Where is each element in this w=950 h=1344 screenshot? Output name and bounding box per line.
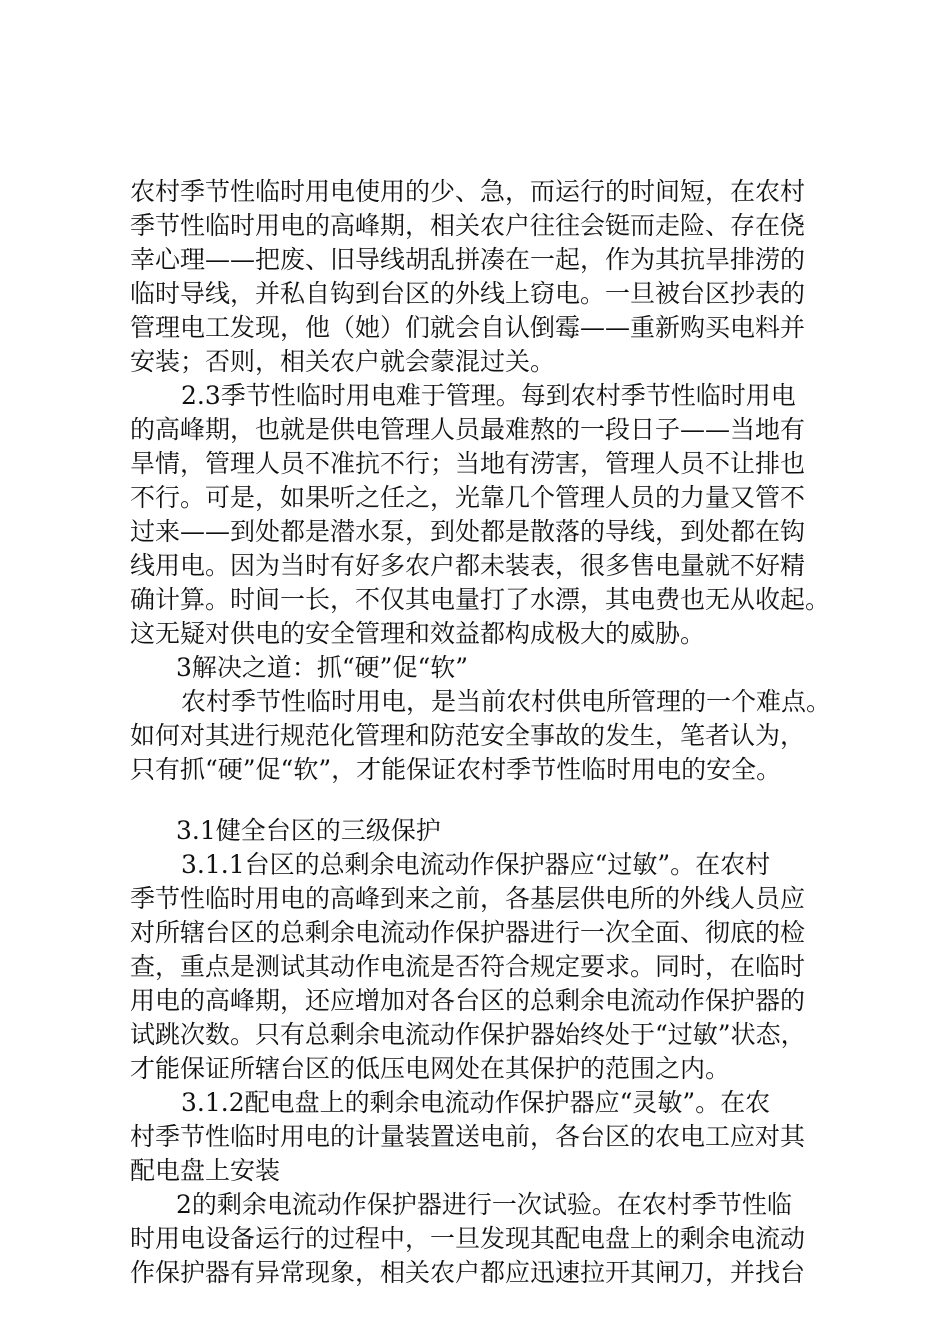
section-heading-3-1: 3.1健全台区的三级保护 bbox=[176, 816, 441, 845]
text-line: 季节性临时用电的高峰到来之前，各基层供电所的外线人员应 bbox=[130, 884, 806, 913]
text-line: 季节性临时用电的高峰期，相关农户往往会铤而走险、存在侥 bbox=[130, 211, 806, 240]
text-line: 时用电设备运行的过程中，一旦发现其配电盘上的剩余电流动 bbox=[130, 1224, 806, 1253]
section-heading-3-1-2: 3.1.2配电盘上的剩余电流动作保护器应“灵敏”。在农 bbox=[181, 1088, 771, 1117]
text-line: 用电的高峰期，还应增加对各台区的总剩余电流动作保护器的 bbox=[130, 986, 806, 1015]
text-line: 农村季节性临时用电，是当前农村供电所管理的一个难点。 bbox=[181, 687, 832, 716]
section-heading-3-1-1: 3.1.1台区的总剩余电流动作保护器应“过敏”。在农村 bbox=[181, 850, 771, 879]
text-line: 临时导线，并私自钩到台区的外线上窃电。一旦被台区抄表的 bbox=[130, 279, 806, 308]
text-line: 确计算。时间一长，不仅其电量打了水漂，其电费也无从收起。 bbox=[130, 585, 831, 614]
text-line: 查，重点是测试其动作电流是否符合规定要求。同时，在临时 bbox=[130, 952, 806, 981]
text-line: 才能保证所辖台区的低压电网处在其保护的范围之内。 bbox=[130, 1054, 731, 1083]
text-line: 这无疑对供电的安全管理和效益都构成极大的威胁。 bbox=[130, 619, 706, 648]
text-line: 农村季节性临时用电使用的少、急，而运行的时间短，在农村 bbox=[130, 177, 806, 206]
text-line: 试跳次数。只有总剩余电流动作保护器始终处于“过敏”状态， bbox=[130, 1020, 806, 1049]
section-heading-3: 3解决之道：抓“硬”促“软” bbox=[176, 653, 469, 682]
text-line: 旱情，管理人员不准抗不行；当地有涝害，管理人员不让排也 bbox=[130, 449, 806, 478]
text-line: 线用电。因为当时有好多农户都未装表，很多售电量就不好精 bbox=[130, 551, 806, 580]
text-line: 安装；否则，相关农户就会蒙混过关。 bbox=[130, 347, 556, 376]
text-line: 过来——到处都是潜水泵，到处都是散落的导线，到处都在钩 bbox=[130, 517, 806, 546]
text-line: 如何对其进行规范化管理和防范安全事故的发生，笔者认为， bbox=[130, 721, 806, 750]
text-line: 的高峰期，也就是供电管理人员最难熬的一段日子——当地有 bbox=[130, 415, 806, 444]
text-line: 配电盘上安装 bbox=[130, 1156, 281, 1185]
text-line: 管理电工发现，他（她）们就会自认倒霉——重新购买电料并 bbox=[130, 313, 806, 342]
text-line: 村季节性临时用电的计量装置送电前，各台区的农电工应对其 bbox=[130, 1122, 806, 1151]
text-line: 对所辖台区的总剩余电流动作保护器进行一次全面、彻底的检 bbox=[130, 918, 806, 947]
section-heading-2-3: 2.3季节性临时用电难于管理。每到农村季节性临时用电 bbox=[181, 381, 796, 410]
text-line: 幸心理——把废、旧导线胡乱拼凑在一起，作为其抗旱排涝的 bbox=[130, 245, 806, 274]
text-line: 只有抓“硬”促“软”，才能保证农村季节性临时用电的安全。 bbox=[130, 755, 782, 784]
text-line: 2的剩余电流动作保护器进行一次试验。在农村季节性临 bbox=[176, 1190, 792, 1219]
text-line: 作保护器有异常现象，相关农户都应迅速拉开其闸刀，并找台 bbox=[130, 1258, 806, 1287]
text-line: 不行。可是，如果听之任之，光靠几个管理人员的力量又管不 bbox=[130, 483, 806, 512]
